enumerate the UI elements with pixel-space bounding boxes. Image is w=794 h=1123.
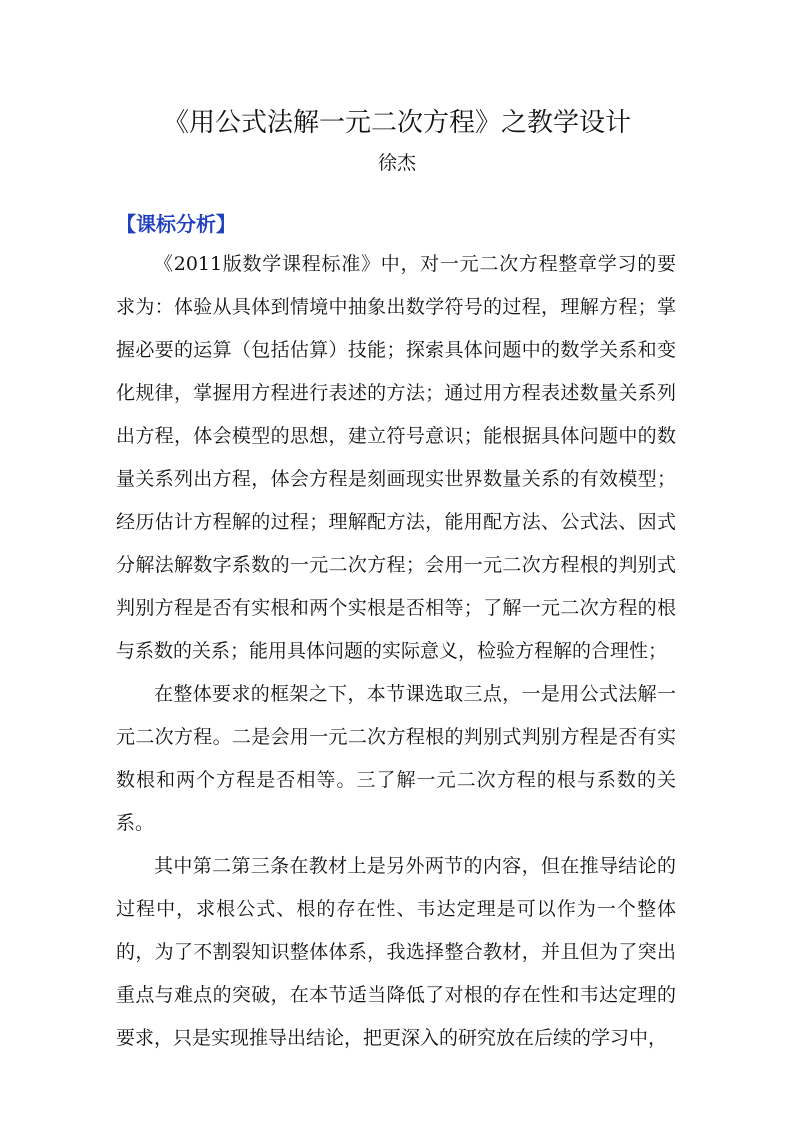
paragraph-2: 在整体要求的框架之下，本节课选取三点，一是用公式法解一元二次方程。二是会用一元二次方程根的判别式判别方程是否有实数根和两个方程是否相等。三了解一元二次方程的根与系数的关系。 bbox=[116, 683, 676, 834]
document-author: 徐杰 bbox=[377, 152, 416, 174]
section-heading-curriculum-analysis: 【课标分析】 bbox=[116, 212, 236, 236]
document-body bbox=[116, 243, 676, 1060]
paragraph-1: 《2011版数学课程标准》中，对一元二次方程整章学习的要求为：体验从具体到情境中抽象出数学符号的过程，理解方程；掌握必要的运算（包括估算）技能；探索具体问题中的数学关系和变化规律，掌握用方程进行表述的方法；通过用方程表述数量关系列出方程，体会模型的思想，建立符号意识；能根据具体问题中的数量关系列出方程，体会方程是刻画现实世界数量关系的有效模型；经历估计方程解的过程；理解配方法，能用配方法、公式法、因式分解法解数字系数的一元二次方程；会用一元二次方程根的判别式判别方程是否有实根和两个实根是否相等；了解一元二次方程的根与系数的关系；能用具体问题的实际意义，检验方程解的合理性； bbox=[116, 253, 676, 662]
paragraph-3: 其中第二第三条在教材上是另外两节的内容，但在推导结论的过程中，求根公式、根的存在性、韦达定理是可以作为一个整体的，为了不割裂知识整体体系，我选择整合教材，并且但为了突出重点与难点的突破，在本节适当降低了对根的存在性和韦达定理的要求，只是实现推导出结论，把更深入的研究放在后续的学习中， bbox=[116, 855, 676, 1049]
document-title: 《用公式法解一元二次方程》之教学设计 bbox=[162, 108, 631, 138]
